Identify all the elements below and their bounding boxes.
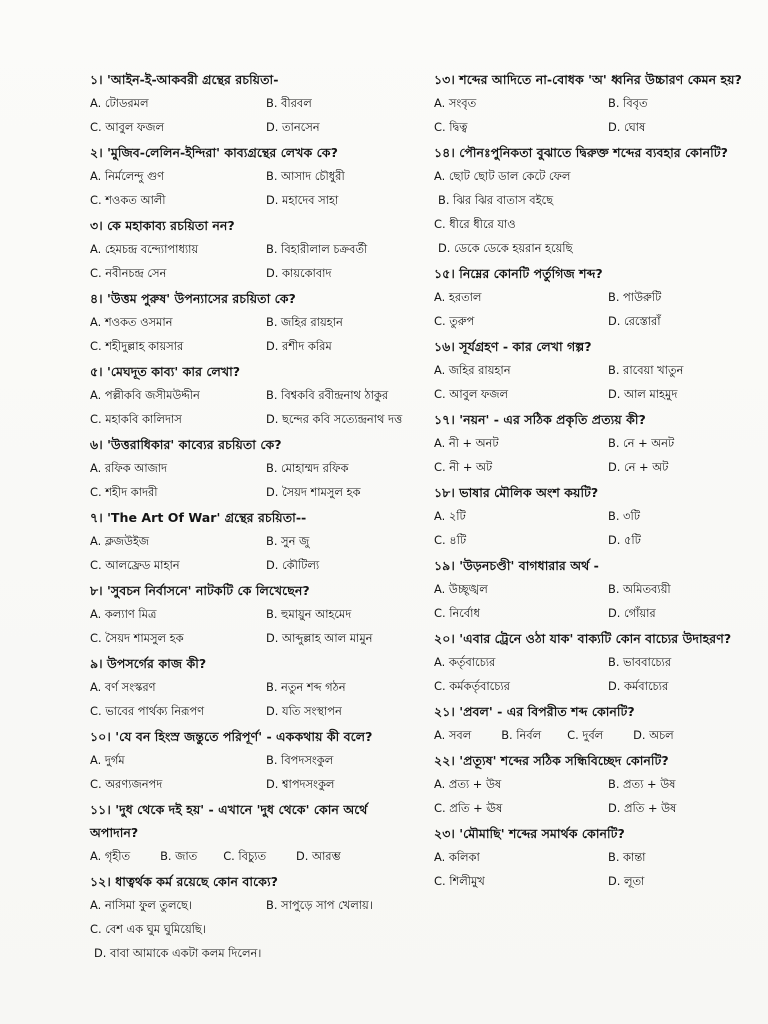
question-text: ৮। 'সুবচন নির্বাসনে' নাটকটি কে লিখেছেন? <box>90 583 310 598</box>
question-text: ১৯। 'উড়নচণ্ডী' বাগধারার অর্থ - <box>434 558 599 573</box>
option-list <box>90 893 420 965</box>
option-list <box>434 358 746 406</box>
answer-option: B. মোহাম্মদ রফিক <box>266 461 349 475</box>
option-list <box>90 748 420 796</box>
question-block <box>434 627 746 698</box>
option-list <box>90 456 420 504</box>
answer-option: C. আবুল ফজল <box>434 387 508 401</box>
answer-option: C. শিলীমুখ <box>434 874 485 888</box>
answer-option: A. টোডরমল <box>90 96 149 110</box>
answer-option: D. আব্দুল্লাহ আল মামুন <box>266 631 373 645</box>
answer-option: C. শওকত আলী <box>90 193 166 207</box>
answer-option: A. শওকত ওসমান <box>90 315 173 329</box>
question-block <box>434 481 746 552</box>
answer-option: B. ভাববাচ্যের <box>608 655 672 669</box>
answer-option: C. নী + অট <box>434 460 493 474</box>
option-list <box>434 504 746 552</box>
question-block <box>434 262 746 333</box>
question-text: ৭। 'The Art Of War' গ্রন্থের রচয়িতা-- <box>90 510 307 525</box>
option-list <box>90 310 420 358</box>
option-list <box>90 237 420 285</box>
question-block <box>434 408 746 479</box>
answer-option: B. বিপদসংকুল <box>266 753 334 767</box>
answer-option: B. আসাদ চৌধুরী <box>266 169 345 183</box>
question-text: ৫। 'মেঘদূত কাব্য' কার লেখা? <box>90 364 241 379</box>
answer-option: D. রশীদ করিম <box>266 339 332 353</box>
answer-option: A. কলিকা <box>434 850 480 864</box>
question-block <box>90 798 420 868</box>
question-text: ২১। 'প্রবল' - এর বিপরীত শব্দ কোনটি? <box>434 704 635 719</box>
answer-option: C. তুরুপ <box>434 314 475 328</box>
answer-option: A. হরতাল <box>434 290 482 304</box>
answer-option: B. পাউরুটি <box>608 290 662 304</box>
question-text: ৩। কে মহাকাব্য রচয়িতা নন? <box>90 218 235 233</box>
answer-option: D. প্রতি + উষ <box>608 801 677 815</box>
answer-option: D. ঘোষ <box>608 120 646 134</box>
answer-option: C. প্রতি + ঊষ <box>434 801 503 815</box>
option-list <box>434 164 746 260</box>
answer-option: C. দুর্বল <box>567 728 604 742</box>
answer-option: A. বর্ণ সংস্করণ <box>90 680 156 694</box>
option-list <box>90 675 420 723</box>
question-text: ৬। 'উত্তরাধিকার' কাব্যের রচয়িতা কে? <box>90 437 282 452</box>
answer-option: B. নে + অনট <box>608 436 675 450</box>
question-block <box>434 749 746 820</box>
option-list <box>434 723 746 747</box>
answer-option: A. প্রত্য + উষ <box>434 777 502 791</box>
question-text: ১২। ধাত্বর্থক কর্ম রয়েছে কোন বাক্যে? <box>90 874 278 889</box>
answer-option: C. সৈয়দ শামসুল হক <box>90 631 184 645</box>
answer-option: D. গোঁয়ার <box>608 606 656 620</box>
question-text: ১৬। সূর্যগ্রহণ - কার লেখা গল্প? <box>434 339 592 354</box>
answer-option: A. জহির রায়হান <box>434 363 511 377</box>
answer-option: B. বিবৃত <box>608 96 648 110</box>
question-text: ২৩। 'মৌমাছি' শব্দের সমার্থক কোনটি? <box>434 826 625 841</box>
answer-option: C. ভাবের পার্থক্য নিরূপণ <box>90 704 205 718</box>
answer-option: C. অরণ্যজনপদ <box>90 777 163 791</box>
answer-option: D. নে + অট <box>608 460 669 474</box>
answer-option: C. শহীদুল্লাহ কায়সার <box>90 339 184 353</box>
question-text: ১৩। শব্দের আদিতে না-বোধক 'অ' ধ্বনির উচ্চারণ কেমন হয়? <box>434 72 742 87</box>
option-list <box>434 285 746 333</box>
answer-option: A. নির্মলেন্দু গুণ <box>90 169 165 183</box>
option-list <box>90 529 420 577</box>
answer-option: C. শহীদ কাদরী <box>90 485 158 499</box>
answer-option: A. হেমচন্দ্র বন্দ্যোপাধ্যায় <box>90 242 199 256</box>
right-question-column <box>434 68 746 895</box>
answer-option: A. ছোট ছোট ডাল কেটে ফেল <box>434 169 571 183</box>
answer-option: D. মহাদেব সাহা <box>266 193 339 207</box>
answer-option: D. কর্মবাচ্যের <box>608 679 669 693</box>
answer-option: B. জাত <box>160 849 198 863</box>
option-list <box>434 845 746 893</box>
answer-option: C. ধীরে ধীরে যাও <box>434 217 516 231</box>
question-block <box>434 700 746 747</box>
answer-option: D. কৌটিল্য <box>266 558 320 572</box>
answer-option: D. আরম্ভ <box>296 849 341 863</box>
answer-option: D. ছন্দের কবি সত্যেন্দ্রনাথ দত্ত <box>266 412 403 426</box>
answer-option: D. আল মাহমুদ <box>608 387 678 401</box>
question-block <box>90 870 420 965</box>
question-text: ২। 'মুজিব-লেলিন-ইন্দিরা' কাব্যগ্রন্থের লেখক কে? <box>90 145 338 160</box>
answer-option: D. যতি সংস্থাপন <box>266 704 342 718</box>
answer-option: D. বাবা আমাকে একটা কলম দিলেন। <box>94 946 262 960</box>
answer-option: A. দুর্গম <box>90 753 125 767</box>
answer-option: B. রাবেয়া খাতুন <box>608 363 684 377</box>
answer-option: B. নির্বল <box>501 728 542 742</box>
answer-option: B. প্রত্য + উষ <box>608 777 676 791</box>
option-list <box>90 602 420 650</box>
answer-option: A. ২টি <box>434 509 466 523</box>
answer-option: D. রেস্তোরাঁ <box>608 314 661 328</box>
answer-option: B. নতুন শব্দ গঠন <box>266 680 346 694</box>
answer-option: B. সুন জু <box>266 534 310 548</box>
answer-option: A. রফিক আজাদ <box>90 461 168 475</box>
question-block <box>90 141 420 212</box>
option-list <box>90 383 420 431</box>
answer-option: B. বিহারীলাল চক্রবর্তী <box>266 242 368 256</box>
question-block <box>90 652 420 723</box>
answer-option: C. মহাকবি কালিদাস <box>90 412 182 426</box>
answer-option: C. নবীনচন্দ্র সেন <box>90 266 167 280</box>
answer-option: A. কল্যাণ মিত্র <box>90 607 157 621</box>
option-list <box>90 91 420 139</box>
answer-option: B. সাপুড়ে সাপ খেলায়। <box>266 898 373 912</box>
answer-option: A. কর্তৃবাচ্যের <box>434 655 496 669</box>
answer-option: C. আবুল ফজল <box>90 120 164 134</box>
answer-option: B. অমিতব্যয়ী <box>608 582 671 596</box>
question-block <box>90 68 420 139</box>
question-block <box>434 141 746 260</box>
answer-option: B. কান্তা <box>608 850 646 864</box>
question-block <box>90 433 420 504</box>
answer-option: C. আলফ্রেড মাহান <box>90 558 180 572</box>
answer-option: A. উচ্ছৃঙ্খল <box>434 582 488 596</box>
answer-option: A. ক্লজউইজ <box>90 534 149 548</box>
answer-option: D. সৈয়দ শামসুল হক <box>266 485 361 499</box>
question-text: ৪। 'উত্তম পুরুষ' উপন্যাসের রচয়িতা কে? <box>90 291 296 306</box>
question-text: ১১। 'দুধ থেকে দই হয়' - এখানে 'দুধ থেকে' কোন অর্থে অপাদান? <box>90 802 368 840</box>
question-block <box>90 506 420 577</box>
answer-option: D. লূতা <box>608 874 645 888</box>
question-text: ১। 'আইন-ই-আকবরী গ্রন্থের রচয়িতা- <box>90 72 279 87</box>
question-text: ১৮। ভাষার মৌলিক অংশ কয়টি? <box>434 485 599 500</box>
answer-option: C. দ্বিত্ব <box>434 120 468 134</box>
question-text: ২২। 'প্রত্যূষ' শব্দের সঠিক সন্ধিবিচ্ছেদ কোনটি? <box>434 753 669 768</box>
option-list <box>434 91 746 139</box>
question-block <box>90 725 420 796</box>
option-list <box>434 577 746 625</box>
answer-option: A. নী + অনট <box>434 436 499 450</box>
answer-option: A. নাসিমা ফুল তুলছে। <box>90 898 192 912</box>
answer-option: C. নির্বোধ <box>434 606 480 620</box>
answer-option: B. ৩টি <box>608 509 640 523</box>
question-text: ২০। 'এবার ট্রেনে ওঠা যাক' বাক্যটি কোন বাচ্যের উদাহরণ? <box>434 631 732 646</box>
question-text: ১৭। 'নয়ন' - এর সঠিক প্রকৃতি প্রত্যয় কী? <box>434 412 646 427</box>
answer-option: A. সংবৃত <box>434 96 477 110</box>
question-text: ১৫। নিম্নের কোনটি পর্তুগিজ শব্দ? <box>434 266 603 281</box>
answer-option: C. ৪টি <box>434 533 467 547</box>
answer-option: C. কর্মকর্তৃবাচ্যের <box>434 679 510 693</box>
option-list <box>90 844 420 868</box>
option-list <box>434 650 746 698</box>
question-block <box>90 214 420 285</box>
question-text: ১০। 'যে বন হিংস্র জন্তুতে পরিপূর্ণ' - এককথায় কী বলে? <box>90 729 373 744</box>
answer-option: A. পল্লীকবি জসীমউদ্দীন <box>90 388 200 402</box>
answer-option: D. তানসেন <box>266 120 320 134</box>
question-block <box>434 68 746 139</box>
answer-option: D. অচল <box>633 728 674 742</box>
answer-option: A. সবল <box>434 728 472 742</box>
answer-option: D. শ্বাপদসংকুল <box>266 777 335 791</box>
answer-option: C. বেশ এক ঘুম ঘুমিয়েছি। <box>90 922 206 936</box>
question-block <box>90 287 420 358</box>
question-block <box>434 554 746 625</box>
left-question-column <box>90 68 420 967</box>
option-list <box>434 431 746 479</box>
question-block <box>434 335 746 406</box>
option-list <box>434 772 746 820</box>
answer-option: B. বিশ্বকবি রবীন্দ্রনাথ ঠাকুর <box>266 388 389 402</box>
answer-option: B. ঝির ঝির বাতাস বইছে <box>438 193 553 207</box>
question-text: ১৪। পৌনঃপুনিকতা বুঝাতে দ্বিরুক্ত শব্দের ব্যবহার কোনটি? <box>434 145 728 160</box>
answer-option: D. ডেকে ডেকে হয়রান হয়েছি <box>438 241 573 255</box>
answer-option: A. গৃহীত <box>90 849 131 863</box>
answer-option: B. জহির রায়হান <box>266 315 343 329</box>
option-list <box>90 164 420 212</box>
question-text: ৯। উপসর্গের কাজ কী? <box>90 656 207 671</box>
answer-option: D. কায়কোবাদ <box>266 266 332 280</box>
question-block <box>90 360 420 431</box>
answer-option: D. ৫টি <box>608 533 641 547</box>
answer-option: C. বিচ্যুত <box>223 849 266 863</box>
question-block <box>90 579 420 650</box>
answer-option: B. হুমায়ুন আহমেদ <box>266 607 352 621</box>
answer-option: B. বীরবল <box>266 96 312 110</box>
question-block <box>434 822 746 893</box>
